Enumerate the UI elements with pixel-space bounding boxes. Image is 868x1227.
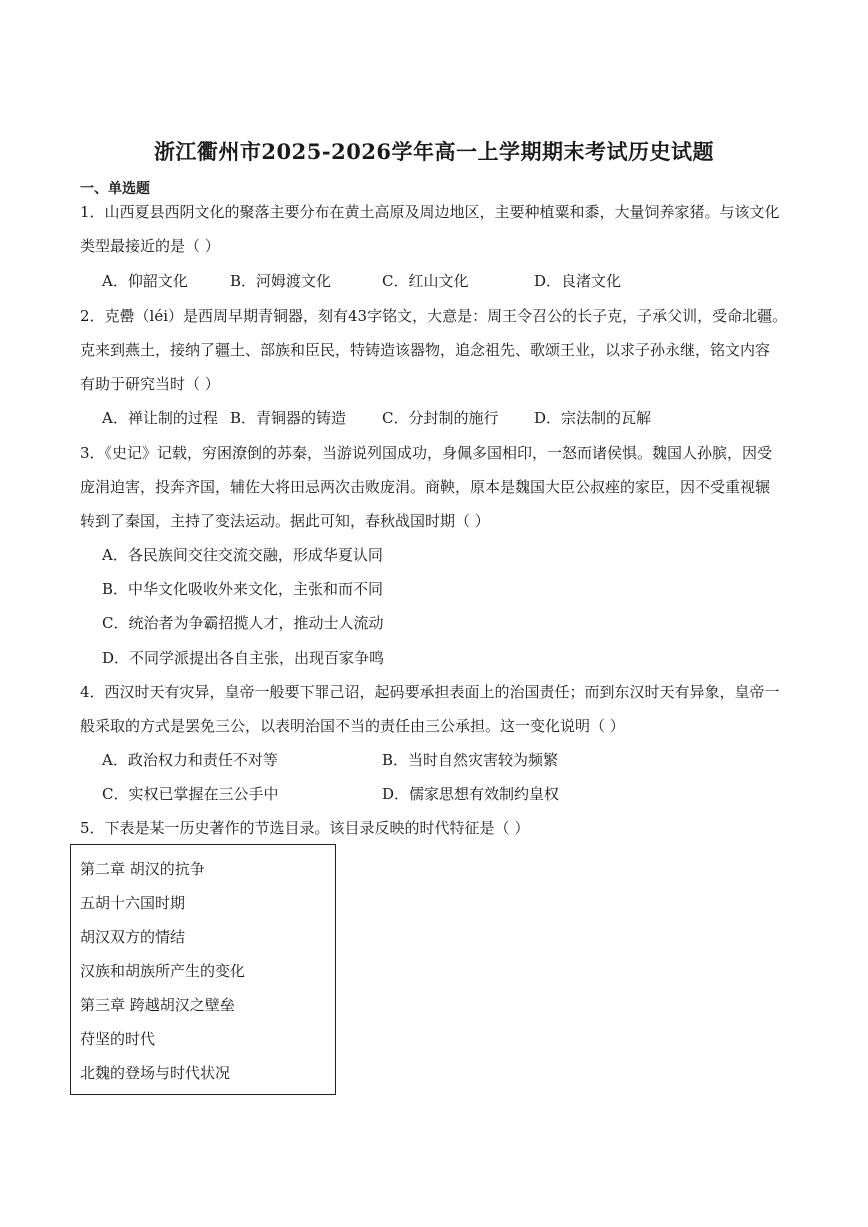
contents-table xyxy=(70,844,336,1095)
question-4-option-d: D．儒家思想有效制约皇权 xyxy=(382,785,560,803)
question-3-line-1: 3．《史记》记载，穷困潦倒的苏秦，当游说列国成功，身佩多国相印，一怒而诸侯惧。魏国人孙膑，因受 xyxy=(80,444,773,462)
question-2-option-d: D．宗法制的瓦解 xyxy=(534,409,652,427)
question-2-option-c: C．分封制的施行 xyxy=(382,409,499,427)
question-3-option-b: B．中华文化吸收外来文化，主张和而不同 xyxy=(102,580,384,598)
question-4-option-a: A．政治权力和责任不对等 xyxy=(102,751,278,769)
question-4-option-b: B．当时自然灾害较为频繁 xyxy=(382,751,559,769)
table-row: 汉族和胡族所产生的变化 xyxy=(80,962,246,980)
question-5-line-1: 5．下表是某一历史著作的节选目录。该目录反映的时代特征是（ ） xyxy=(80,819,530,837)
question-1-option-a: A．仰韶文化 xyxy=(102,272,188,290)
question-3-line-2: 庞涓迫害，投奔齐国，辅佐大将田忌两次击败庞涓。商鞅，原本是魏国大臣公叔痤的家臣，因不受重视辗 xyxy=(80,478,771,496)
table-row: 苻坚的时代 xyxy=(80,1030,156,1048)
question-4-line-1: 4．西汉时天有灾异，皇帝一般要下罪己诏，起码要承担表面上的治国责任；而到东汉时天有异象，皇帝一 xyxy=(80,683,780,701)
question-2-line-1: 2．克罍（léi）是西周早期青铜器，刻有43字铭文，大意是：周王令召公的长子克，子承父训，受命北疆。 xyxy=(80,307,788,325)
table-row: 五胡十六国时期 xyxy=(80,894,186,912)
question-2-option-b: B．青铜器的铸造 xyxy=(230,409,347,427)
question-3-option-d: D．不同学派提出各自主张，出现百家争鸣 xyxy=(102,649,385,667)
table-row: 第三章 跨越胡汉之壁垒 xyxy=(80,996,235,1014)
table-row: 第二章 胡汉的抗争 xyxy=(80,860,205,878)
question-3-option-c: C．统治者为争霸招揽人才，推动士人流动 xyxy=(102,614,384,632)
question-2-line-3: 有助于研究当时（ ） xyxy=(80,375,220,393)
question-3-line-3: 转到了秦国，主持了变法运动。据此可知，春秋战国时期（ ） xyxy=(80,512,490,530)
question-1-line-2: 类型最接近的是（ ） xyxy=(80,237,220,255)
question-1-option-b: B．河姆渡文化 xyxy=(230,272,332,290)
question-2-line-2: 克来到燕土，接纳了疆土、部族和臣民，特铸造该器物，追念祖先、歌颂王业，以求子孙永继，铭文内容 xyxy=(80,341,771,359)
section-heading: 一、单选题 xyxy=(80,181,150,197)
question-3-option-a: A．各民族间交往交流交融，形成华夏认同 xyxy=(102,546,383,564)
question-2-option-a: A．禅让制的过程 xyxy=(102,409,218,427)
question-1-option-c: C．红山文化 xyxy=(382,272,469,290)
question-1-line-1: 1．山西夏县西阴文化的聚落主要分布在黄土高原及周边地区，主要种植粟和黍，大量饲养家猪。与该文化 xyxy=(80,203,780,221)
question-4-line-2: 般采取的方式是罢免三公，以表明治国不当的责任由三公承担。这一变化说明（ ） xyxy=(80,717,625,735)
table-row: 北魏的登场与时代状况 xyxy=(80,1064,231,1082)
question-4-option-c: C．实权已掌握在三公手中 xyxy=(102,785,279,803)
table-row: 胡汉双方的情结 xyxy=(80,928,186,946)
question-1-option-d: D．良渚文化 xyxy=(534,272,622,290)
page-title: 浙江衢州市2025-2026学年高一上学期期末考试历史试题 xyxy=(153,139,715,164)
